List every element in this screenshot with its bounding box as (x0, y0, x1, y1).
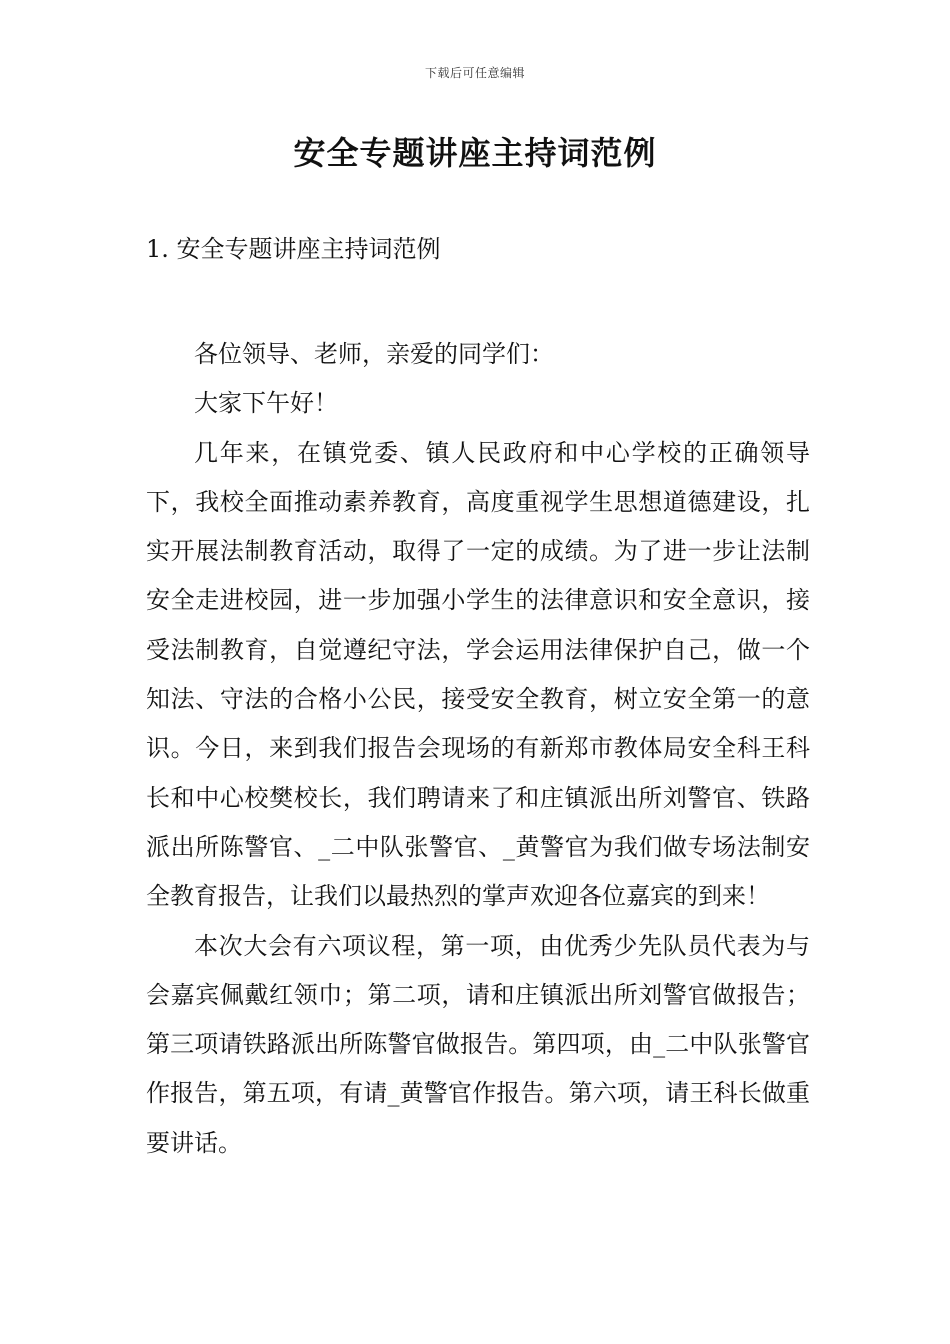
salutation-paragraph: 大家下午好！ (194, 389, 338, 418)
greeting-paragraph: 各位领导、老师，亲爱的同学们： (194, 340, 554, 368)
document-body (146, 330, 810, 1168)
agenda-paragraph: 本次大会有六项议程，第一项，由优秀少先队员代表为与会嘉宾佩戴红领巾；第二项，请和庄镇派出所刘警官做报告；第三项请铁路派出所陈警官做报告。第四项，由_二中队张警官作报告，第五项，有请_黄警官作报告。第六项，请王科长做重要讲话。 (146, 931, 810, 1157)
document-title: 安全专题讲座主持词范例 (293, 134, 657, 172)
introduction-paragraph: 几年来，在镇党委、镇人民政府和中心学校的正确领导下，我校全面推动素养教育，高度重视学生思想道德建设，扎实开展法制教育活动，取得了一定的成绩。为了进一步让法制安全走进校园，进一步加强小学生的法律意识和安全意识，接受法制教育，自觉遵纪守法，学会运用法律保护自己，做一个知法、守法的合格小公民，接受安全教育，树立安全第一的意识。今日，来到我们报告会现场的有新郑市教体局安全科王科长和中心校樊校长，我们聘请来了和庄镇派出所刘警官、铁路派出所陈警官、_二中队张警官、_黄警官为我们做专场法制安全教育报告，让我们以最热烈的掌声欢迎各位嘉宾的到来！ (146, 438, 810, 911)
section-heading: 1. 安全专题讲座主持词范例 (146, 235, 441, 263)
header-note: 下载后可任意编辑 (424, 66, 525, 80)
